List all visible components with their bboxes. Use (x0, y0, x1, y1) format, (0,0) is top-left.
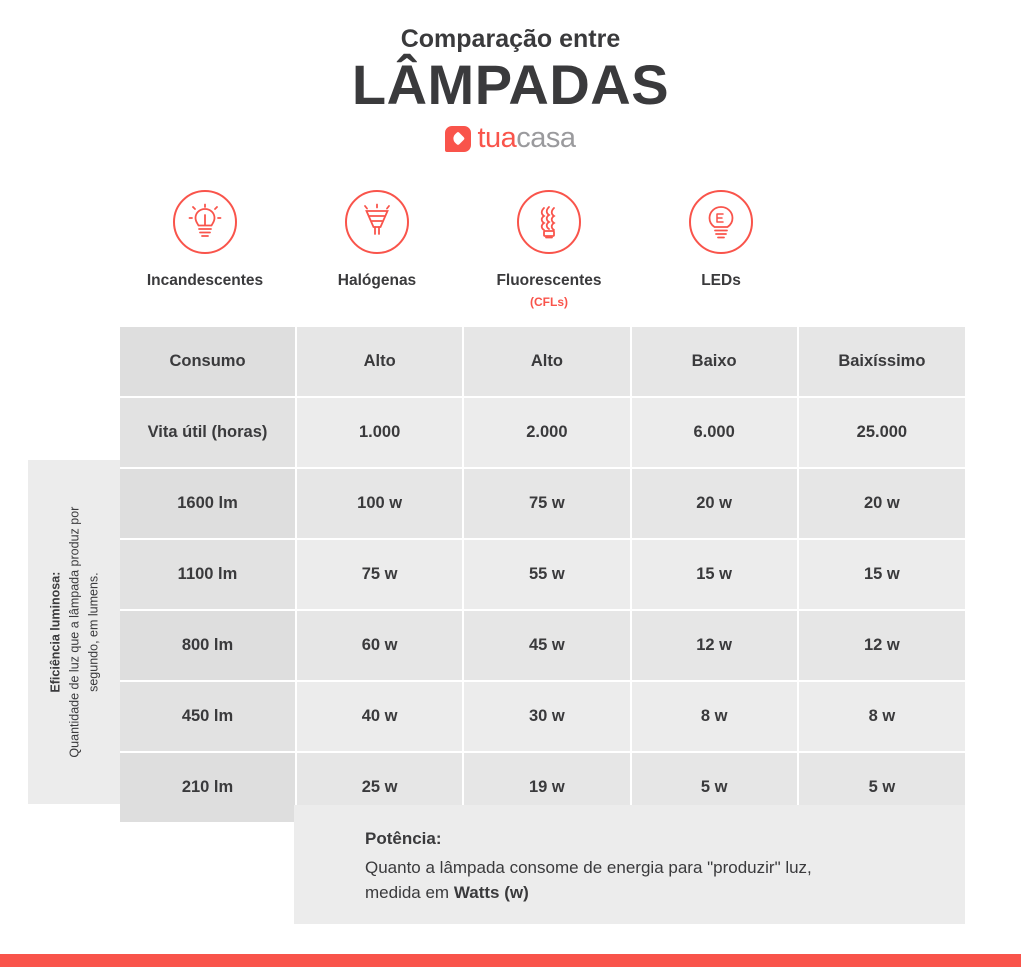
row-label: 450 lm (120, 681, 296, 752)
cell: 12 w (631, 610, 798, 681)
cell: 25 w (296, 752, 463, 822)
power-note-title: Potência: (365, 829, 442, 848)
power-note-line-1: Quanto a lâmpada consome de energia para "produzir" luz, (365, 858, 812, 877)
cell: 55 w (463, 539, 630, 610)
cell: 100 w (296, 468, 463, 539)
table-row (120, 681, 965, 752)
power-note-line-2-prefix: medida em (365, 882, 454, 902)
cell: 40 w (296, 681, 463, 752)
luminous-efficiency-legend-text (46, 507, 102, 758)
halogen-bulb-icon (345, 190, 409, 254)
column-headers (120, 190, 965, 320)
brand-text-part2: casa (516, 122, 576, 155)
cell: 8 w (798, 681, 965, 752)
cell: 30 w (463, 681, 630, 752)
column-header-halogenas (292, 190, 462, 290)
incandescent-bulb-icon (173, 190, 237, 254)
cell: 75 w (296, 539, 463, 610)
house-logo-icon (445, 126, 471, 152)
cell: 15 w (631, 539, 798, 610)
column-header-sublabel: (CFLs) (530, 295, 568, 309)
cell: 25.000 (798, 397, 965, 468)
page-subtitle: Comparação entre (400, 25, 621, 53)
column-header-label: Fluorescentes (496, 272, 602, 289)
column-header-label: Incandescentes (146, 272, 264, 289)
table-row (120, 468, 965, 539)
cell: 20 w (631, 468, 798, 539)
comparison-table-wrapper (120, 327, 965, 822)
led-bulb-icon (689, 190, 753, 254)
row-label: Consumo (120, 327, 296, 397)
cell: 2.000 (463, 397, 630, 468)
luminous-efficiency-legend (28, 460, 121, 804)
row-label: 1600 lm (120, 468, 296, 539)
column-header-incandescentes (120, 190, 290, 290)
cell: Alto (463, 327, 630, 397)
legend-title: Eficiência luminosa: (48, 571, 63, 693)
header (0, 0, 1021, 155)
cell: 20 w (798, 468, 965, 539)
table-row (120, 610, 965, 681)
column-header-leds (636, 190, 806, 290)
column-header-label: LEDs (701, 272, 741, 289)
cell: 19 w (463, 752, 630, 822)
page-title: LÂMPADAS (351, 52, 670, 116)
power-note (294, 805, 965, 924)
cell: Baixíssimo (798, 327, 965, 397)
table-row (120, 327, 965, 397)
row-label: 210 lm (120, 752, 296, 822)
power-note-body (365, 856, 929, 905)
cell: 6.000 (631, 397, 798, 468)
brand-logo (0, 122, 1021, 155)
cell: 12 w (798, 610, 965, 681)
table-row (120, 539, 965, 610)
cell: Baixo (631, 327, 798, 397)
power-note-line-2-bold: Watts (w) (453, 882, 529, 902)
table-row (120, 397, 965, 468)
cell: 5 w (631, 752, 798, 822)
brand-text-part1: tua (477, 122, 517, 155)
row-label: Vita útil (horas) (120, 397, 296, 468)
legend-line-2: segundo, em lumens. (85, 572, 100, 692)
fluorescent-bulb-icon (517, 190, 581, 254)
cell: 8 w (631, 681, 798, 752)
row-label: 1100 lm (120, 539, 296, 610)
cell: 60 w (296, 610, 463, 681)
column-header-fluorescentes (464, 190, 634, 309)
row-label: 800 lm (120, 610, 296, 681)
cell: 75 w (463, 468, 630, 539)
cell: Alto (296, 327, 463, 397)
cell: 1.000 (296, 397, 463, 468)
legend-line-1: Quantidade de luz que a lâmpada produz por (67, 506, 82, 758)
column-header-label: Halógenas (337, 272, 417, 289)
cell: 15 w (798, 539, 965, 610)
comparison-table (120, 327, 965, 822)
cell: 45 w (463, 610, 630, 681)
cell: 5 w (798, 752, 965, 822)
brand-text (477, 122, 575, 155)
bottom-accent-bar (0, 954, 1021, 967)
